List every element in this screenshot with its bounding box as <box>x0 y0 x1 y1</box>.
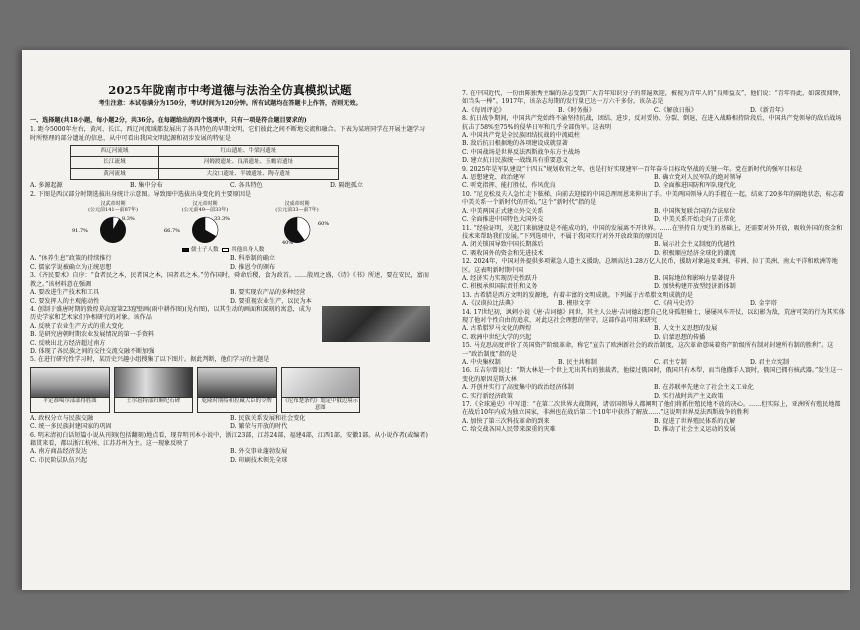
question-14: 14. 17世纪初，讽刺小说《唐·吉诃德》问世，其主人公唐·吉诃德幻想自己化身孤胆骑士，屡屡风车开仗，以幻影为敌，荒唐可笑的行为其实体现了他对个性自由的追求，对此这社会理想的坚守。这部作品可用来研究 <box>462 308 845 324</box>
option[interactable]: D. 推动了社会主义运动的发展 <box>654 426 736 434</box>
picture-card <box>30 367 110 413</box>
option[interactable]: C. 儒家学说被确立为正统思想 <box>30 263 112 271</box>
question-4: 4. 创制于盛唐时期的敦煌莫高窟第23窟壁画(雨中耕作图)(见右图)，以其生动的画面和深刻的寓意，成为历史学家和艺术家们争相研究的对象。该作品 <box>30 305 311 322</box>
question-2: 2. 下图是西汉部分时期选拔出身统计示意图。导致图中选拔出身变化的主要原因是 <box>30 190 252 198</box>
q2-options <box>30 255 430 272</box>
option[interactable]: D. 加快构建开放型经济新体制 <box>654 283 736 291</box>
pie-label-big: 60% <box>318 221 330 228</box>
option[interactable]: D. 实行战时共产主义政策 <box>654 392 724 400</box>
option[interactable]: A.《每周评论》 <box>462 106 505 114</box>
q6-options <box>30 448 430 465</box>
table-cell: 黄河流域 <box>71 168 159 179</box>
option[interactable]: D. 金字塔 <box>750 300 777 308</box>
option[interactable]: A. 反映了农业生产方式的重大变化 <box>30 322 124 330</box>
q3-options <box>30 289 430 306</box>
option[interactable]: A. 要改进生产技术和工具 <box>30 289 100 297</box>
pie-chart <box>256 201 338 245</box>
question-3: 3.《齐民要术》自序：“食者民之本，民者国之本，国者君之本。”劳作国时，舜命后稷，食为政首。……殷周之盛，《诗》《书》所述，要在安民，富而教之。”该材料意在强调 <box>30 272 429 288</box>
picture <box>115 368 193 398</box>
q5-pictures <box>30 367 360 413</box>
picture-caption: 乾隆时期绥和拉藏大臣的令牌 <box>201 397 272 404</box>
option[interactable]: A. 中美两国正式建立外交关系 <box>462 207 544 215</box>
option[interactable]: A. 南方商品经济发达 <box>30 448 88 456</box>
table-cell: 红山遗址、牛梁河遗址 <box>159 146 339 157</box>
section-heading: 一、选择题(共18小题，每小题2分，共36分。在每题给出的四个选项中，只有一项是符合题目要求的) <box>30 116 307 124</box>
exam-notice: 考生注意：本试卷满分为150分，考试时间为120分钟。所有试题均在答题卡上作答，否则无效。 <box>98 100 362 108</box>
option[interactable]: D. 君主立宪制 <box>750 359 790 366</box>
option[interactable]: A. “休养生息”政策的持续推行 <box>30 255 112 263</box>
option[interactable]: B. 民族关系发展和社会变化 <box>230 414 306 422</box>
option[interactable]: C.《荷马史诗》 <box>654 300 697 308</box>
exam-paper <box>22 50 850 590</box>
option[interactable]: D. 建立抗日民族统一战线具有重要意义 <box>462 157 569 165</box>
picture-caption: 土尔扈特部归顺纪石碑 <box>126 397 181 404</box>
option[interactable]: B. 楔形文字 <box>558 300 591 308</box>
option[interactable]: A. 中央集权制 <box>462 359 501 366</box>
picture-card <box>281 367 361 413</box>
legend-label: 儒士子人数 <box>191 247 219 254</box>
option[interactable]: A. 多源起源 <box>30 182 63 190</box>
option[interactable]: B. 中国恢复联合国的合法席位 <box>654 207 736 215</box>
pie-label-small: 40% <box>282 240 294 246</box>
option[interactable]: D. 体现了各民族之间的交往交流交融不断加强 <box>30 347 155 355</box>
option[interactable]: D. 繁荣与开放的时代 <box>230 423 288 431</box>
option[interactable]: A. 思想建党、政治建军 <box>462 174 526 182</box>
option[interactable]: A. 经济实力实现历史性跃升 <box>462 274 538 282</box>
question-16: 16. 丘吉尔曾说过：“斯大林是一个世上无出其右的独裁者，他接过俄国时，俄国只有木犁，而当他撒手人寰时，俄国已拥有核武器。”发生这一变化的原因是斯大林 <box>462 367 843 383</box>
question-1: 1. 距今5000年左右，黄河、长江、西辽河流域都发展出了各具特色的早期文明，它们彼此之间不断地交流和融合。下表为某班同学在开展主题学习时所整理的部分遗址的信息，从中可看出我国文明起源和初步发展的特征是 <box>30 126 425 142</box>
option[interactable]: D. 积极顺应经济全球化的潮流 <box>654 249 736 257</box>
question-9: 9. 2025年是军队建设“十四五”规划收官之年，也是打好实现建军一百年奋斗目标攻坚战的关键一年。党在新时代的强军目标是 <box>462 165 803 173</box>
question-11: 11. “经验证明，关起门来搞建设是不能成功的，中国的发展离不开世界。……在坚持自力更生的基础上，还需要对外开放，吸收外国的资金和技术来帮助我们发展。”下列选项中，不属于我国实行对外开放政策的原因是 <box>462 224 843 240</box>
pie-subtitle: (公元前141—前87年) <box>88 207 138 214</box>
option[interactable]: B. 集中分布 <box>130 182 163 190</box>
option[interactable]: B. 国际地位和影响力显著提升 <box>654 274 736 282</box>
option[interactable]: D. 隔绝孤立 <box>330 182 363 190</box>
question-4-block <box>30 306 430 356</box>
option[interactable]: C. 实行新经济政策 <box>462 392 513 400</box>
pie-subtitle: (公元前33—前7年) <box>275 207 319 214</box>
mural-photo <box>322 306 430 342</box>
q11-options <box>462 241 846 258</box>
right-column <box>462 90 846 630</box>
option[interactable]: D. 全面推进国防和军队现代化 <box>654 182 736 190</box>
option[interactable]: B. 科举制的确立 <box>230 255 275 263</box>
question-12: 12. 2024年，中国对外提供多项紧急人道主义援助，总额高达1.28万亿人民币，援助对象遍及亚洲、非洲、拉丁美洲、南太平洋和欧洲等地区。这表明新时期中国 <box>462 258 838 274</box>
option[interactable]: C. 听党指挥、能打胜仗、作风优良 <box>462 182 556 190</box>
option[interactable]: A. 政权分立与民族交融 <box>30 414 94 422</box>
pie-charts <box>72 201 430 245</box>
option[interactable]: B. 外交事业蓬勃发展 <box>230 448 288 456</box>
q12-options <box>462 275 846 292</box>
option[interactable]: B. 人文主义思想的发展 <box>654 325 718 333</box>
table-cell: 西辽河流域 <box>71 146 159 157</box>
option[interactable]: A. 开创并实行了高度集中的政治经济体制 <box>462 384 574 392</box>
option[interactable]: C. 欧洲中世纪大学的兴起 <box>462 333 532 341</box>
picture <box>198 368 276 398</box>
option[interactable]: B. 民主共和制 <box>558 359 597 366</box>
option[interactable]: C. 中国战场是世界反法西斯战争东方主战场 <box>462 148 581 156</box>
table-cell: 河姆渡遗址、良渚遗址、玉蟾岩遗址 <box>159 157 339 168</box>
option[interactable]: B.《时务报》 <box>558 106 595 114</box>
option[interactable]: B. 确立党对人民军队的绝对领导 <box>654 174 742 182</box>
q7-options <box>462 107 846 115</box>
option[interactable]: B. 要实现农产品的多种经营 <box>230 289 306 297</box>
question-13: 13. 古希腊是西方文明的发源地，有着丰富的文明成就。下列属于古希腊文明成就的是 <box>462 291 694 299</box>
option[interactable]: C.《解放日报》 <box>654 106 697 114</box>
question-6: 6. 明末清初白话短篇小说从刊刻(包括翻刻)地点看，现存明刊本小说中，浙江23部，江苏24部，福建4部，江西1部，安徽1部。从小说作者(或编者)籍贯来看，都以浙江杭州、江苏苏州为主。这一现象反映了 <box>30 431 428 447</box>
option[interactable]: A. 中国共产党是全民族团结抗战的中流砥柱 <box>462 132 580 140</box>
picture-caption: 《尼布楚条约》划定中俄边境示意图 <box>282 397 358 411</box>
pie-subtitle: (公元前49—前33年) <box>181 207 229 214</box>
picture-caption: 平定准噶尔部部得胜图 <box>42 397 97 404</box>
picture <box>282 368 360 398</box>
option[interactable]: C. 积极承担国际责任和义务 <box>462 283 538 291</box>
option[interactable]: C. 要发挥人的主观能动性 <box>30 297 100 305</box>
pie-label-big: 66.7% <box>164 228 180 235</box>
option[interactable]: D.《新青年》 <box>750 106 788 114</box>
page-title: 2025年陇南市中考道德与法治全仿真模拟试题 <box>108 83 352 97</box>
option[interactable]: B. 展示社会主义制度的优越性 <box>654 241 736 249</box>
option[interactable]: B. 是研究唐朝时期农业发展情况的第一手资料 <box>30 331 155 339</box>
picture <box>31 368 109 398</box>
option[interactable]: D. 要重视农业生产，以民为本 <box>230 297 312 305</box>
pie-title: 汉元帝时期 <box>192 201 218 208</box>
left-column <box>30 50 430 590</box>
option[interactable]: A. 闭关锁国导致中国长期落后 <box>462 241 544 249</box>
legend-label: 其他出身人数 <box>231 247 265 254</box>
option[interactable]: C. 市民阶层队伍兴起 <box>30 456 88 464</box>
q9-options <box>462 174 846 191</box>
option[interactable]: D. 印刷技术领先全球 <box>230 456 288 464</box>
question-7: 7. 在中国近代，一份由陈独秀主编的杂志受到广大青年知识分子的普遍欢迎，被视为青年人的“良师益友”，他们说：“青年得此，如深夜闻钟，如当头一棒”。1917年，该杂志每期的发行量已达一万六千多份。该杂志是 <box>462 90 845 106</box>
option[interactable]: B. 敌后抗日根据地的各项建设成就显著 <box>462 140 568 148</box>
option[interactable]: C. 统一多民族封建国家的巩固 <box>30 423 112 431</box>
question-8: 8. 抗日战争期间，中国共产党始终不渝坚持抗战，团结、进步，反对妥协、分裂、倒退，在进入战略相持阶段后，中国共产党领导的敌后战场抗击了58%至75%的侵华日军和几乎全部伪军。这表明 <box>462 115 842 131</box>
option[interactable]: C. 各具特色 <box>230 182 263 190</box>
question-17: 17.《全球通史》中写道：“在第二次世界大战期间，诸帝国领导人都阐明了他们将抓住殖民地不放的决心。……但实际上，亚洲所有殖民地都在战后10年内成为独立国家，非洲也在战后第二个10年中获得了解放……”这说明世界反法西斯战争的胜利 <box>462 401 841 417</box>
pie-title: 汉武帝时期 <box>100 201 126 208</box>
picture-card <box>114 367 194 413</box>
pie-chart <box>72 201 154 245</box>
pie-label-small: 8.3% <box>122 216 135 223</box>
option[interactable]: A.《汉谟拉比法典》 <box>462 300 518 308</box>
q17-options <box>462 418 846 435</box>
option[interactable]: C. 君主专制 <box>654 359 687 366</box>
table-cell: 大汶口遗址、半坡遗址、陶寺遗址 <box>159 168 339 179</box>
question-15: 15. 马克思高度评价了英国资产阶级革命，称它“宣告了欧洲新社会的政治制度，这次革命意味着资产阶级所有制对封建所有制的胜利”。这一“政治制度”指的是 <box>462 342 834 358</box>
question-10: 10. “尼克松及夫人急忙走下舷梯，向前去迎接的中国总理周恩来伸出了手。中美两国领导人的手握在一起，结束了20多年的隔绝状态，标志着中美关系一个新时代的开始。”这个“新时代”指的是 <box>462 190 845 207</box>
option[interactable]: D. 推恩令的颁布 <box>230 263 276 271</box>
option[interactable]: C. 反映出北方经济超过南方 <box>30 339 106 347</box>
picture-card <box>197 367 277 413</box>
pie-label-small: 33.3% <box>214 216 230 223</box>
option[interactable]: A. 加快了第三次科技革命的到来 <box>462 417 550 425</box>
option[interactable]: C. 全面推进中国特色大国外交 <box>462 216 544 224</box>
option[interactable]: A. 古希腊罗马文化的辉煌 <box>462 325 532 333</box>
option[interactable]: B. 促进了世界殖民体系的瓦解 <box>654 417 736 425</box>
pie-title: 汉成帝时期 <box>284 201 310 208</box>
pie-chart <box>164 201 246 245</box>
table-cell: 长江流域 <box>71 157 159 168</box>
q14-options <box>462 325 846 342</box>
pie-legend <box>180 246 430 254</box>
pie-label-big: 91.7% <box>72 228 88 235</box>
option[interactable]: B. 在苏联率先建立了社会主义工业化 <box>654 384 754 392</box>
q1-table <box>70 145 339 180</box>
q13-options <box>462 300 846 308</box>
question-5: 5. 在进行研究性学习时，某历史兴趣小组搜集了以下图片。据此判断，他们学习的主题是 <box>30 356 270 364</box>
q16-options <box>462 384 846 401</box>
q5-options <box>30 415 430 432</box>
option[interactable]: C. 给交战各国人民带来深重的灾难 <box>462 426 556 434</box>
option[interactable]: C. 吸收国外的资金和先进技术 <box>462 249 544 257</box>
q10-options <box>462 208 846 225</box>
option[interactable]: D. 中美关系开始走向了正常化 <box>654 216 736 224</box>
q1-options <box>30 182 430 190</box>
option[interactable]: D. 启蒙思想的传播 <box>654 333 706 341</box>
